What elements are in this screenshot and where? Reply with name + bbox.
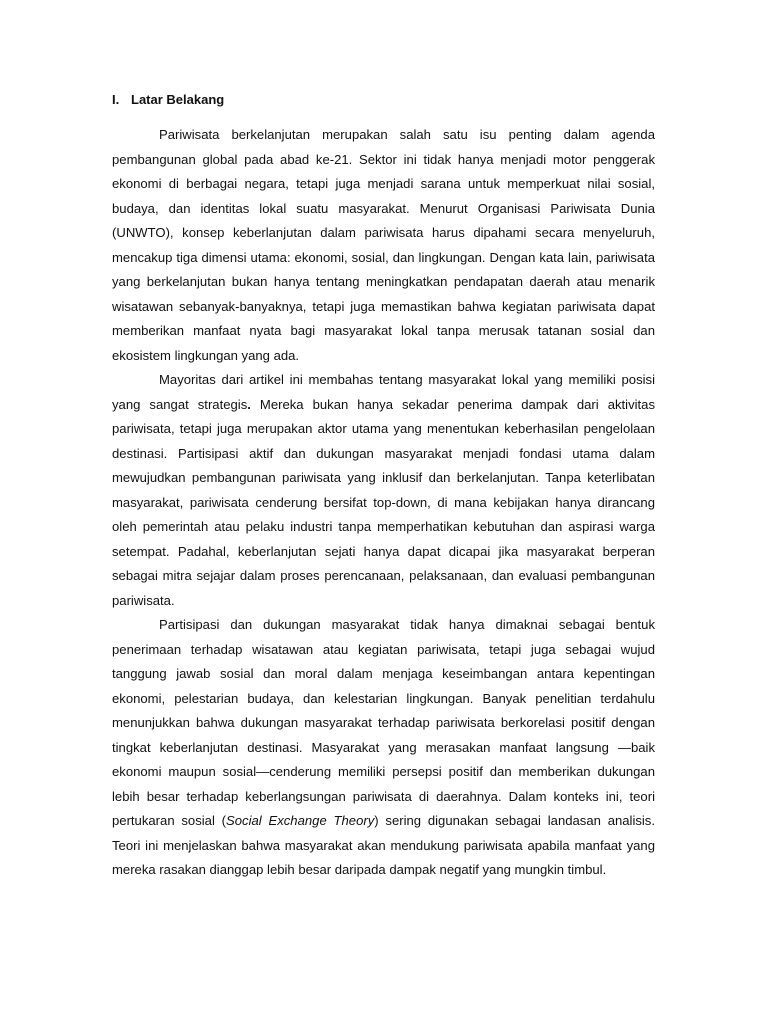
paragraph-1 [112, 123, 655, 368]
paragraph-2 [112, 368, 655, 613]
paragraph-2-bold-period: . [247, 396, 251, 412]
paragraph-1-text: Pariwisata berkelanjutan merupakan salah satu isu penting dalam agenda pembangunan global pada abad ke-21. Sektor ini tidak hanya menjadi motor penggerak ekonomi di berbagai negara, tetapi juga menjadi sarana untuk memperkuat nilai sosial, budaya, dan identitas lokal suatu masyarakat. Menurut Organisasi Pariwisata Dunia (UNWTO), konsep keberlanjutan dalam pariwisata harus dipahami secara menyeluruh, mencakup tiga dimensi utama: ekonomi, sosial, dan lingkungan. Dengan kata lain, pariwisata yang berkelanjutan bukan hanya tentang meningkatkan pendapatan daerah atau menarik wisatawan sebanyak-banyaknya, tetapi juga memastikan bahwa kegiatan pariwisata dapat memberikan manfaat nyata bagi masyarakat lokal tanpa merusak tatanan sosial dan ekosistem lingkungan yang ada. [112, 127, 655, 363]
paragraph-2-text-a: Mayoritas dari artikel ini membahas tentang masyarakat lokal yang memiliki posisi yang sangat strategis [112, 372, 655, 412]
paragraph-3-italic-term: Social Exchange Theory [226, 813, 375, 828]
paragraph-3 [112, 613, 655, 883]
document-body [112, 88, 655, 883]
paragraph-2-text-c: Mereka bukan hanya sekadar penerima dampak dari aktivitas pariwisata, tetapi juga merupakan aktor utama yang menentukan keberhasilan pengelolaan destinasi. Partisipasi aktif dan dukungan masyarakat menjadi fondasi utama dalam mewujudkan pembangunan pariwisata yang inklusif dan berkelanjutan. Tanpa keterlibatan masyarakat, pariwisata cenderung bersifat top-down, di mana kebijakan hanya dirancang oleh pemerintah atau pelaku industri tanpa memperhatikan kebutuhan dan aspirasi warga setempat. Padahal, keberlanjutan sejati hanya dapat dicapai jika masyarakat berperan sebagai mitra sejajar dalam proses perencanaan, pelaksanaan, dan evaluasi pembangunan pariwisata. [112, 396, 656, 608]
section-title: Latar Belakang [131, 92, 225, 107]
section-number: I. [112, 92, 120, 107]
section-heading [112, 88, 655, 112]
paragraph-3-text-a: Partisipasi dan dukungan masyarakat tidak hanya dimaknai sebagai bentuk penerimaan terhadap wisatawan atau kegiatan pariwisata, tetapi juga sebagai wujud tanggung jawab sosial dan moral dalam menjaga keseimbangan antara kepentingan ekonomi, pelestarian budaya, dan kelestarian lingkungan. Banyak penelitian terdahulu menunjukkan bahwa dukungan masyarakat terhadap pariwisata berkorelasi positif dengan tingkat keberlanjutan destinasi. Masyarakat yang merasakan manfaat langsung —baik ekonomi maupun sosial—cenderung memiliki persepsi positif dan memberikan dukungan lebih besar terhadap keberlangsungan pariwisata di daerahnya. Dalam konteks ini, teori pertukaran sosial ( [112, 617, 655, 828]
paragraph-3-text-c: ) sering digunakan sebagai landasan analisis. Teori ini menjelaskan bahwa masyarakat akan mendukung pariwisata apabila manfaat yang mereka rasakan dianggap lebih besar daripada dampak negatif yang mungkin timbul. [112, 813, 655, 877]
